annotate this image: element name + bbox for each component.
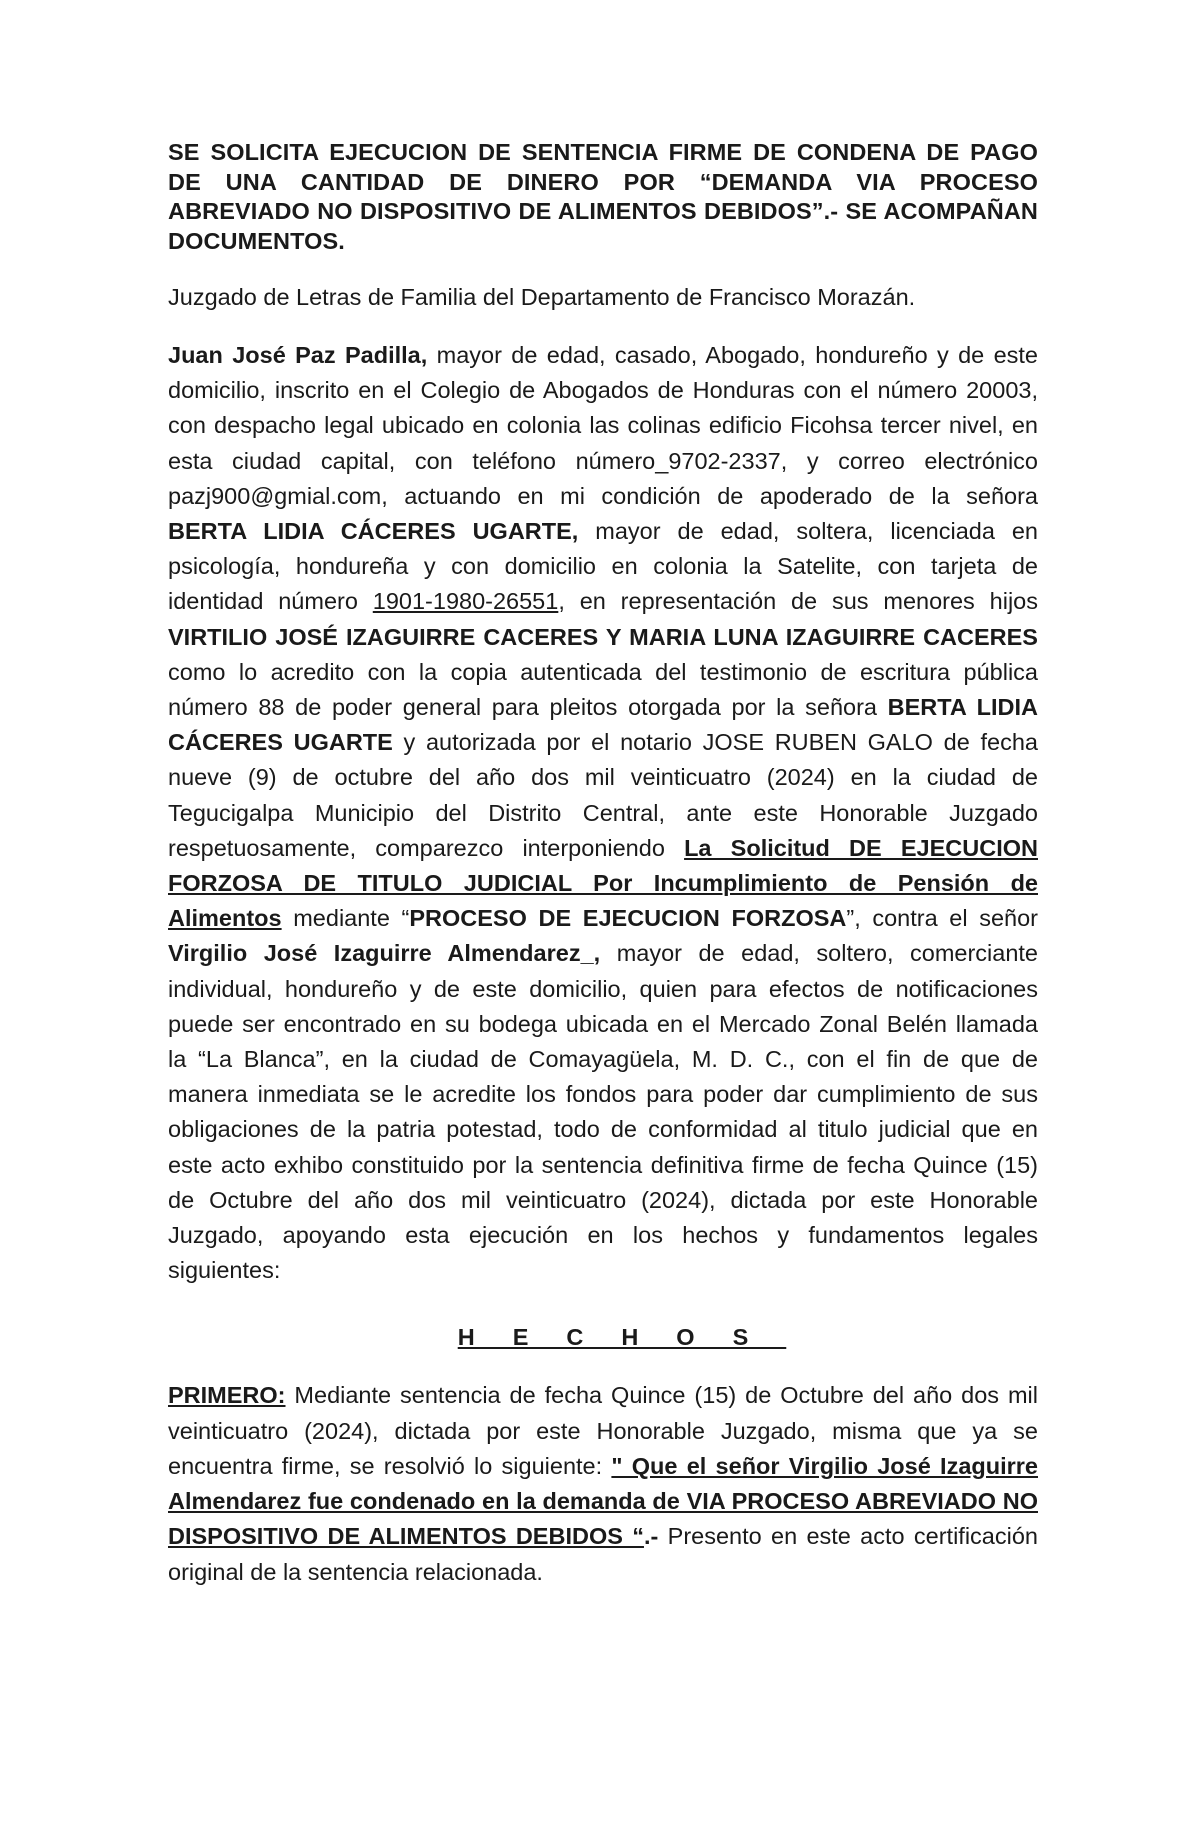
body-text-segment: como lo acredito con la copia autenticada del testimonio de escritura pública número 88 de poder general para pleitos otorgada por la señora <box>168 658 1038 721</box>
document-title: SE SOLICITA EJECUCION DE SENTENCIA FIRME DE CONDENA DE PAGO DE UNA CANTIDAD DE DINERO POR “DEMANDA VIA PROCESO ABREVIADO NO DISPOSITIVO DE ALIMENTOS DEBIDOS”.- SE ACOMPAÑAN DOCUMENTOS. <box>168 139 1038 254</box>
client-name: BERTA LIDIA CÁCERES UGARTE, <box>168 518 579 545</box>
court-name: Juzgado de Letras de Familia del Departamento de Francisco Morazán. <box>168 284 916 310</box>
primero-text: Mediante sentencia de fecha Quince (15) de Octubre del año dos mil veinticuatro (2024), dictada por este Honorable Juzgado, misma que ya se encuentra firme, se resolvió lo siguiente: <box>168 1382 1038 1479</box>
sentence-quote: " Que el señor Virgilio José Izaguirre Almendarez fue condenado en la demanda de VIA PROCESO ABREVIADO NO DISPOSITIVO DE ALIMENTOS DEBIDOS “ <box>168 1452 1038 1550</box>
client-name-repeat: BERTA LIDIA CÁCERES UGARTE <box>168 694 1038 756</box>
petition-paragraph <box>168 338 1038 1288</box>
body-text-segment: ”, contra el señor <box>846 905 1038 932</box>
attorney-name: Juan José Paz Padilla, <box>168 342 428 368</box>
process-name: PROCESO DE EJECUCION FORZOSA <box>409 905 847 932</box>
body-text-segment: mayor de edad, casado, Abogado, hondureño y de este domicilio, inscrito en el Colegio de Abogados de Honduras con el número 20003, con despacho legal ubicado en colonia las colinas edificio Ficohsa tercer nivel, en esta ciudad capital, con teléfono número_9702-2337, y correo electrónico pazj900@gmial.com, actuando en mi condición de apoderado de la señora <box>168 342 1039 509</box>
children-names: VIRTILIO JOSÉ IZAGUIRRE CACERES Y MARIA LUNA IZAGUIRRE CACERES <box>168 623 1038 650</box>
quote-end-mark: .- <box>643 1523 659 1550</box>
body-text-segment: y autorizada por el notario JOSE RUBEN GALO de fecha nueve (9) de octubre del año dos mil veinticuatro (2024) en la ciudad de Tegucigalpa Municipio del Distrito Central, ante este Honorable Juzgado respetuosamente, comparezco interponiendo <box>168 729 1038 861</box>
defendant-name-suffix: _, <box>580 940 601 967</box>
identity-number: 1901-1980-26551 <box>372 588 559 615</box>
hechos-heading: HECHOS <box>457 1324 787 1351</box>
request-title: La Solicitud DE EJECUCION FORZOSA DE TITULO JUDICIAL Por Incumplimiento de Pensión de Alimentos <box>168 834 1038 932</box>
primero-label: PRIMERO: <box>168 1382 286 1409</box>
primero-paragraph <box>168 1378 1038 1589</box>
body-text-segment: mayor de edad, soltero, comerciante individual, hondureño y de este domicilio, quien para efectos de notificaciones puede ser encontrado en su bodega ubicada en el Mercado Zonal Belén llamada la “La Blanca”, en la ciudad de Comayagüela, M. D. C., con el fin de que de manera inmediata se le acredite los fondos para poder dar cumplimiento de sus obligaciones de la patria potestad, todo de conformidad al titulo judicial que en este acto exhibo constituido por la sentencia definitiva firme de fecha Quince (15) de Octubre del año dos mil veinticuatro (2024), dictada por este Honorable Juzgado, apoyando esta ejecución en los hechos y fundamentos legales siguientes: <box>168 940 1038 1284</box>
primero-closing: Presento en este acto certificación original de la sentencia relacionada. <box>168 1523 1038 1585</box>
body-text-segment: , en representación de sus menores hijos <box>558 588 1038 615</box>
body-text-segment: mayor de edad, soltera, licenciada en psicología, hondureña y con domicilio en colonia la Satelite, con tarjeta de identidad número <box>168 518 1038 615</box>
defendant-name: Virgilio José Izaguirre Almendarez <box>168 940 581 967</box>
body-text-segment: mediante “ <box>281 905 410 932</box>
